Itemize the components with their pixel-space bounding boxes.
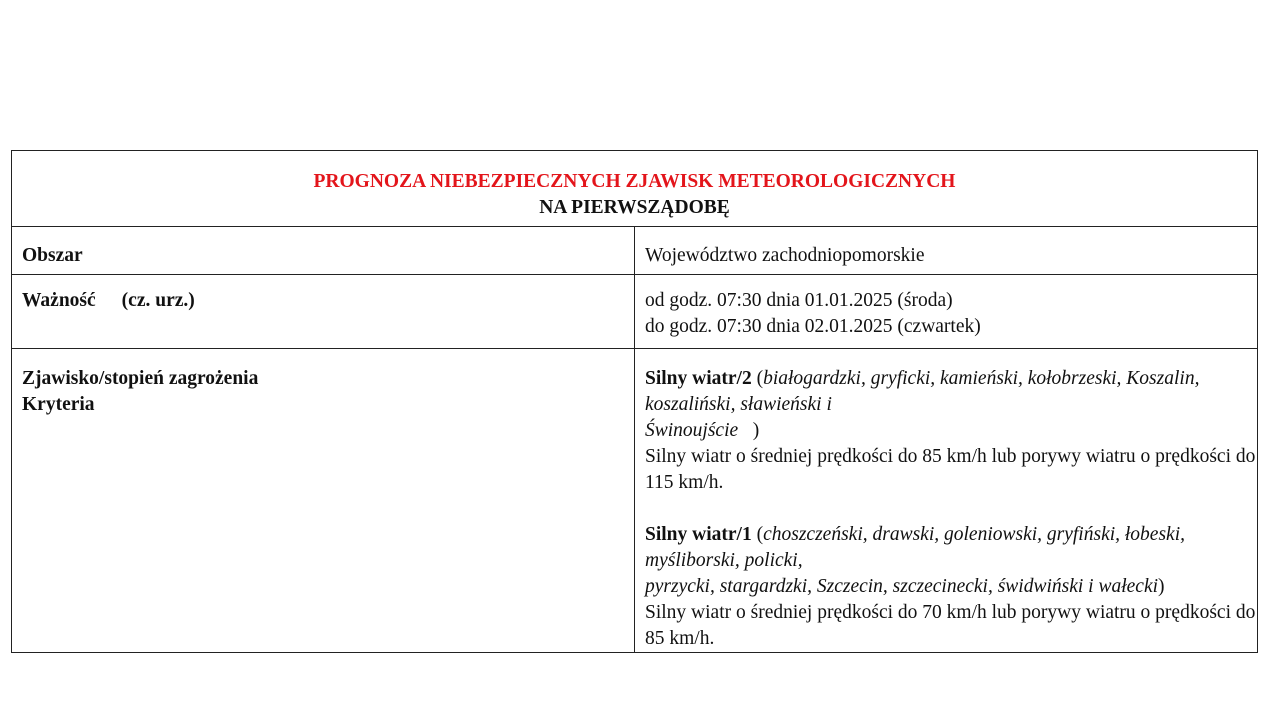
warning-1-areas-line-1: białogardzki, gryficki, kamieński, kołobrzeski, Koszalin, koszaliński, sławieński i (645, 368, 1200, 415)
header-cell (12, 151, 1258, 227)
label-obszar: Obszar (22, 245, 83, 266)
block-gap (645, 496, 1257, 522)
validity-from: od godz. 07:30 dnia 01.01.2025 (środa) (645, 290, 953, 311)
warning-block-1 (645, 366, 1257, 496)
label-kryteria: Kryteria (22, 394, 95, 415)
warning-2-name: Silny wiatr/1 (645, 524, 752, 545)
warning-2-criteria: Silny wiatr o średniej prędkości do 70 km/h lub porywy wiatru o prędkości do 85 km/h. (645, 602, 1256, 649)
row-zjawisko (12, 349, 1258, 653)
warning-1-line-2 (645, 418, 1257, 444)
value-obszar: Województwo zachodniopomorskie (645, 245, 925, 266)
row-obszar (12, 227, 1258, 275)
warning-2-areas-line-2: pyrzycki, stargardzki, Szczecin, szczecinecki, świdwiński i wałecki (645, 576, 1159, 597)
value-cell-zjawisko (635, 349, 1258, 653)
warning-2-line-2 (645, 574, 1257, 600)
value-cell-waznosc (635, 275, 1258, 349)
document-title: PROGNOZA NIEBEZPIECZNYCH ZJAWISK METEOROLOGICZNYCH (313, 171, 956, 192)
document-subtitle: NA PIERWSZĄDOBĘ (539, 197, 730, 218)
warning-2-close-paren: ) (1158, 576, 1165, 597)
label-waznosc: Ważność (22, 290, 96, 311)
label-waznosc-note: (cz. urz.) (121, 290, 195, 311)
warning-1-name: Silny wiatr/2 (645, 368, 752, 389)
header-row (12, 151, 1258, 227)
warning-2-open-paren: ( (751, 524, 764, 545)
label-cell-obszar (12, 227, 635, 275)
warning-1-areas-line-2: Świnoujście (645, 420, 739, 441)
warning-2-areas-line-1: choszczeński, drawski, goleniowski, gryfiński, łobeski, myśliborski, policki, (645, 524, 1186, 571)
label-zjawisko: Zjawisko/stopień zagrożenia (22, 368, 259, 389)
warning-1-criteria: Silny wiatr o średniej prędkości do 85 km/h lub porywy wiatru o prędkości do 115 km/h. (645, 446, 1256, 493)
warning-1-close-paren: ) (738, 420, 760, 441)
warning-table (11, 150, 1258, 653)
row-waznosc (12, 275, 1258, 349)
label-cell-waznosc (12, 275, 635, 349)
warning-block-2 (645, 522, 1257, 652)
validity-to: do godz. 07:30 dnia 02.01.2025 (czwartek) (645, 316, 981, 337)
warning-1-open-paren: ( (751, 368, 764, 389)
warning-1-line-1 (645, 366, 1257, 418)
warning-2-line-1 (645, 522, 1257, 574)
value-cell-obszar (635, 227, 1258, 275)
label-cell-zjawisko (12, 349, 635, 653)
